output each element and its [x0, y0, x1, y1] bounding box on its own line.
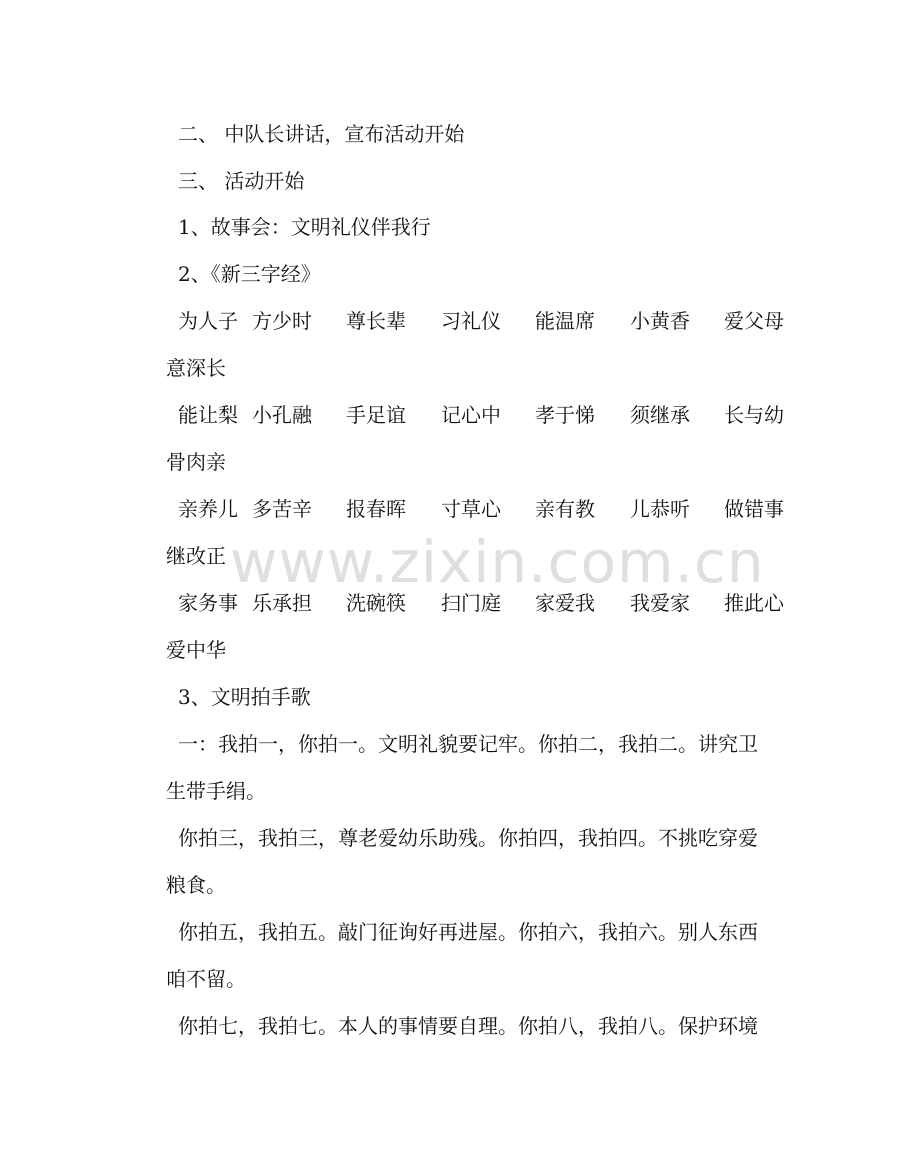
section-heading-3: 三、 活动开始	[178, 169, 305, 193]
poem-cell: 小黄香	[630, 309, 690, 333]
poem-cell: 须继承	[630, 403, 690, 427]
poem-cell: 为人子	[178, 309, 238, 333]
song-line: 你拍五，我拍五。敲门征询好再进屋。你拍六，我拍六。别人东西	[178, 920, 758, 944]
poem-cell: 长与幼	[724, 403, 784, 427]
poem-cell: 孝于悌	[535, 403, 595, 427]
song-line: 咱不留。	[166, 967, 246, 991]
poem-cell: 能温席	[535, 309, 595, 333]
song-line: 粮食。	[166, 873, 226, 897]
item-new-three-character-classic: 2、《新三字经》	[178, 262, 321, 286]
poem-cell: 亲养儿	[178, 497, 238, 521]
item-civilized-clapping-song: 3、文明拍手歌	[178, 685, 311, 709]
poem-cell: 方少时	[252, 309, 312, 333]
song-line: 一：我拍一，你拍一。文明礼貌要记牢。你拍二，我拍二。讲究卫	[178, 732, 758, 756]
poem-cell: 家爱我	[535, 591, 595, 615]
poem-cell: 尊长辈	[346, 309, 406, 333]
poem-cell: 家务事	[178, 591, 238, 615]
poem-cell: 报春晖	[346, 497, 406, 521]
poem-cell: 爱父母	[724, 309, 784, 333]
watermark: www.zixin.com.cn	[230, 528, 765, 596]
song-line: 你拍三，我拍三，尊老爱幼乐助残。你拍四，我拍四。不挑吃穿爱	[178, 826, 758, 850]
poem-cell: 扫门庭	[441, 591, 501, 615]
poem-cell: 小孔融	[252, 403, 312, 427]
poem-tail: 爱中华	[166, 638, 226, 662]
poem-cell: 亲有教	[535, 497, 595, 521]
poem-cell: 多苦辛	[252, 497, 312, 521]
poem-cell: 记心中	[441, 403, 501, 427]
poem-tail: 骨肉亲	[166, 450, 226, 474]
song-line: 你拍七，我拍七。本人的事情要自理。你拍八，我拍八。保护环境	[178, 1014, 758, 1038]
poem-cell: 推此心	[724, 591, 784, 615]
poem-cell: 手足谊	[346, 403, 406, 427]
poem-tail: 意深长	[166, 356, 226, 380]
poem-cell: 能让梨	[178, 403, 238, 427]
poem-cell: 乐承担	[252, 591, 312, 615]
poem-tail: 继改正	[166, 544, 226, 568]
poem-cell: 寸草心	[441, 497, 501, 521]
poem-cell: 洗碗筷	[346, 591, 406, 615]
song-line: 生带手绢。	[166, 779, 266, 803]
poem-cell: 做错事	[724, 497, 784, 521]
poem-cell: 我爱家	[630, 591, 690, 615]
item-storytelling: 1、故事会：文明礼仪伴我行	[178, 215, 431, 239]
poem-cell: 儿恭听	[630, 497, 690, 521]
poem-cell: 习礼仪	[441, 309, 501, 333]
section-heading-2: 二、 中队长讲话，宣布活动开始	[178, 122, 465, 146]
